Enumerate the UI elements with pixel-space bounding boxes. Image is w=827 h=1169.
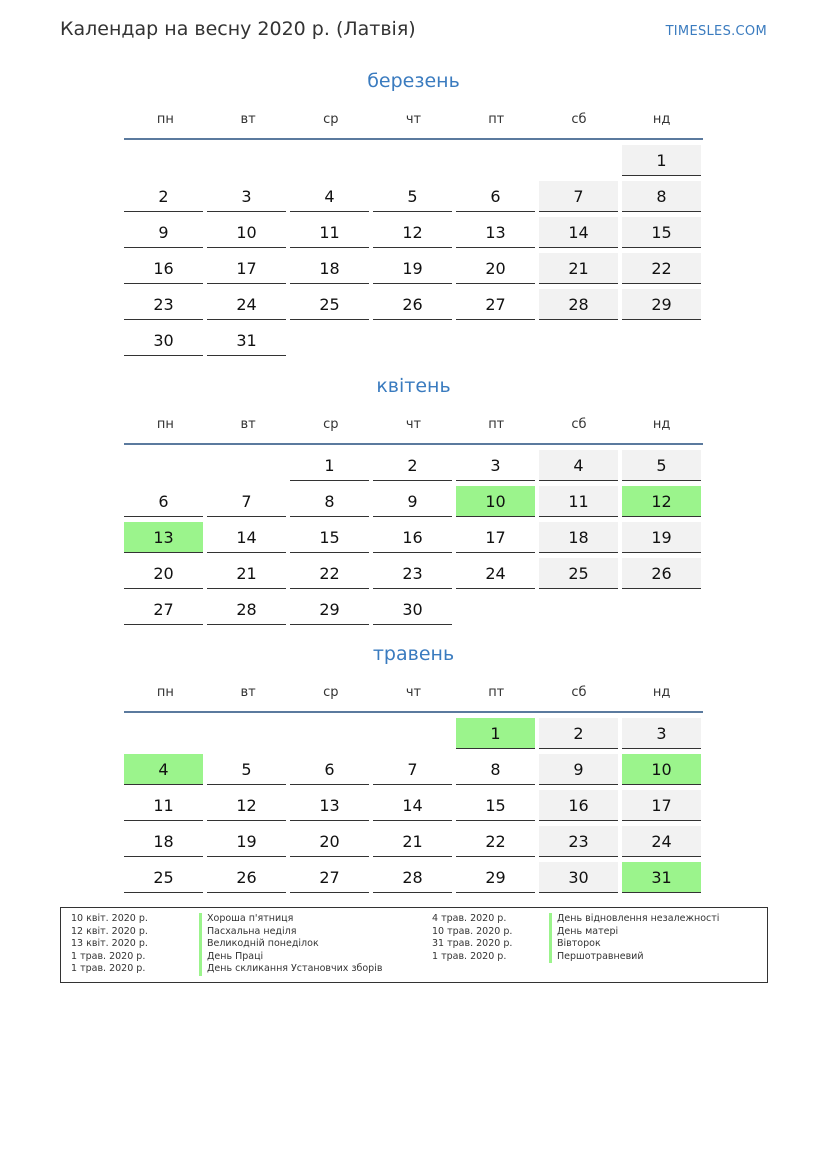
day-cell: 4 <box>290 181 369 212</box>
day-cell: 7 <box>539 181 618 212</box>
legend-date: 12 квіт. 2020 р. <box>71 925 148 937</box>
day-cell: 4 <box>539 450 618 481</box>
day-cell: 6 <box>124 486 203 517</box>
day-cell: 7 <box>373 754 452 785</box>
weekday-label: нд <box>652 685 671 700</box>
day-cell: 3 <box>207 181 286 212</box>
empty-cell <box>124 145 203 176</box>
day-cell: 22 <box>290 558 369 589</box>
day-cell: 18 <box>124 826 203 857</box>
day-cell: 5 <box>622 450 701 481</box>
day-cell: 23 <box>124 289 203 320</box>
day-cell: 21 <box>207 558 286 589</box>
weekday-label: вт <box>240 417 256 432</box>
month-name: квітень <box>376 375 451 397</box>
legend-holiday-name: Вівторок <box>549 938 719 951</box>
weekday-label: нд <box>652 417 671 432</box>
day-cell: 5 <box>207 754 286 785</box>
day-cell: 16 <box>373 522 452 553</box>
day-cell: 29 <box>290 594 369 625</box>
month-may <box>124 643 703 893</box>
day-cell: 10 <box>456 486 535 517</box>
weekday-label: ср <box>323 112 339 127</box>
day-cell: 11 <box>290 217 369 248</box>
weekday-label: пт <box>488 685 505 700</box>
legend-holiday-name: Великодній понеділок <box>199 938 382 951</box>
day-cell: 11 <box>539 486 618 517</box>
legend-date: 31 трав. 2020 р. <box>432 938 513 950</box>
day-cell: 23 <box>373 558 452 589</box>
day-cell: 4 <box>124 754 203 785</box>
day-cell: 10 <box>622 754 701 785</box>
day-cell: 6 <box>290 754 369 785</box>
weekday-label: чт <box>405 417 422 432</box>
day-cell: 20 <box>290 826 369 857</box>
legend-holiday-name: Хороша п'ятниця <box>199 913 382 926</box>
legend-holiday-name: День матері <box>549 926 719 939</box>
day-cell: 13 <box>290 790 369 821</box>
weekday-label: ср <box>323 685 339 700</box>
weekday-label: пт <box>488 417 505 432</box>
day-cell: 31 <box>207 325 286 356</box>
day-cell: 7 <box>207 486 286 517</box>
weekday-label: чт <box>405 112 422 127</box>
empty-cell <box>373 145 452 176</box>
day-cell: 14 <box>539 217 618 248</box>
empty-cell <box>290 718 369 749</box>
legend-date: 1 трав. 2020 р. <box>71 963 146 975</box>
day-cell: 11 <box>124 790 203 821</box>
month-march <box>124 70 703 356</box>
weekday-label: вт <box>240 112 256 127</box>
day-cell: 3 <box>622 718 701 749</box>
weekday-label: нд <box>652 112 671 127</box>
legend-date: 10 квіт. 2020 р. <box>71 913 148 924</box>
day-cell: 27 <box>124 594 203 625</box>
day-cell: 9 <box>539 754 618 785</box>
day-cell: 23 <box>539 826 618 857</box>
day-cell: 12 <box>207 790 286 821</box>
day-cell: 8 <box>622 181 701 212</box>
day-cell: 30 <box>539 862 618 893</box>
legend-dates-left <box>71 913 148 976</box>
empty-cell <box>207 145 286 176</box>
weekday-label: сб <box>571 112 587 127</box>
day-cell: 3 <box>456 450 535 481</box>
weekday-header <box>124 108 703 140</box>
day-cell: 17 <box>456 522 535 553</box>
day-cell: 22 <box>456 826 535 857</box>
day-cell: 22 <box>622 253 701 284</box>
day-cell: 28 <box>539 289 618 320</box>
day-cell: 24 <box>207 289 286 320</box>
holiday-legend <box>60 907 768 983</box>
day-cell: 21 <box>539 253 618 284</box>
day-cell: 18 <box>539 522 618 553</box>
weekday-label: сб <box>571 417 587 432</box>
empty-cell <box>373 718 452 749</box>
day-cell: 29 <box>456 862 535 893</box>
weekday-header <box>124 413 703 445</box>
day-cell: 12 <box>373 217 452 248</box>
day-cell: 31 <box>622 862 701 893</box>
day-cell: 2 <box>373 450 452 481</box>
legend-holiday-name: Пасхальна неділя <box>199 926 382 939</box>
weekday-label: пт <box>488 112 505 127</box>
day-cell: 29 <box>622 289 701 320</box>
day-cell: 28 <box>207 594 286 625</box>
legend-holiday-name: День Праці <box>199 951 382 964</box>
day-cell: 20 <box>456 253 535 284</box>
day-cell: 30 <box>124 325 203 356</box>
day-cell: 24 <box>456 558 535 589</box>
month-name: травень <box>372 643 455 665</box>
day-cell: 21 <box>373 826 452 857</box>
empty-cell <box>207 450 286 481</box>
day-cell: 16 <box>539 790 618 821</box>
page-title: Календар на весну 2020 р. (Латвія) <box>60 18 416 40</box>
legend-date: 10 трав. 2020 р. <box>432 925 513 937</box>
day-cell: 13 <box>456 217 535 248</box>
legend-date: 4 трав. 2020 р. <box>432 913 507 924</box>
day-cell: 14 <box>207 522 286 553</box>
day-cell: 19 <box>373 253 452 284</box>
day-cell: 8 <box>456 754 535 785</box>
weekday-label: чт <box>405 685 422 700</box>
day-cell: 5 <box>373 181 452 212</box>
day-cell: 8 <box>290 486 369 517</box>
empty-cell <box>207 718 286 749</box>
day-cell: 25 <box>539 558 618 589</box>
empty-cell <box>539 145 618 176</box>
empty-cell <box>456 145 535 176</box>
day-cell: 12 <box>622 486 701 517</box>
day-cell: 17 <box>622 790 701 821</box>
month-name: березень <box>367 70 460 92</box>
weekday-label: вт <box>240 685 256 700</box>
day-cell: 30 <box>373 594 452 625</box>
day-cell: 19 <box>622 522 701 553</box>
day-cell: 28 <box>373 862 452 893</box>
site-logo[interactable]: TIMESLES.COM <box>665 24 767 39</box>
day-cell: 2 <box>539 718 618 749</box>
day-cell: 25 <box>124 862 203 893</box>
weekday-label: пн <box>156 685 174 700</box>
legend-holiday-name: День відновлення незалежності <box>549 913 719 926</box>
empty-cell <box>124 718 203 749</box>
weekday-label: пн <box>156 417 174 432</box>
day-cell: 1 <box>290 450 369 481</box>
weekday-header <box>124 681 703 713</box>
day-grid <box>124 718 703 893</box>
weekday-label: ср <box>323 417 339 432</box>
day-cell: 17 <box>207 253 286 284</box>
day-cell: 26 <box>622 558 701 589</box>
day-cell: 24 <box>622 826 701 857</box>
weekday-label: пн <box>156 112 174 127</box>
empty-cell <box>290 145 369 176</box>
legend-dates-right <box>432 913 512 963</box>
empty-cell <box>124 450 203 481</box>
day-cell: 27 <box>290 862 369 893</box>
day-cell: 6 <box>456 181 535 212</box>
legend-date: 1 трав. 2020 р. <box>432 950 507 962</box>
weekday-label: сб <box>571 685 587 700</box>
day-cell: 26 <box>373 289 452 320</box>
day-cell: 2 <box>124 181 203 212</box>
day-cell: 14 <box>373 790 452 821</box>
day-cell: 15 <box>456 790 535 821</box>
day-cell: 20 <box>124 558 203 589</box>
day-cell: 9 <box>373 486 452 517</box>
day-cell: 1 <box>622 145 701 176</box>
day-cell: 27 <box>456 289 535 320</box>
day-cell: 9 <box>124 217 203 248</box>
legend-holiday-name: Першотравневий <box>549 951 719 964</box>
legend-date: 13 квіт. 2020 р. <box>71 938 148 950</box>
day-grid <box>124 450 703 625</box>
month-april <box>124 375 703 625</box>
day-cell: 26 <box>207 862 286 893</box>
legend-names-left <box>199 913 382 976</box>
legend-holiday-name: День скликання Установчих зборів <box>199 963 382 976</box>
day-grid <box>124 145 703 356</box>
day-cell: 19 <box>207 826 286 857</box>
day-cell: 13 <box>124 522 203 553</box>
day-cell: 15 <box>622 217 701 248</box>
day-cell: 25 <box>290 289 369 320</box>
day-cell: 1 <box>456 718 535 749</box>
day-cell: 16 <box>124 253 203 284</box>
day-cell: 10 <box>207 217 286 248</box>
legend-names-right <box>549 913 719 963</box>
day-cell: 15 <box>290 522 369 553</box>
day-cell: 18 <box>290 253 369 284</box>
legend-date: 1 трав. 2020 р. <box>71 950 146 962</box>
